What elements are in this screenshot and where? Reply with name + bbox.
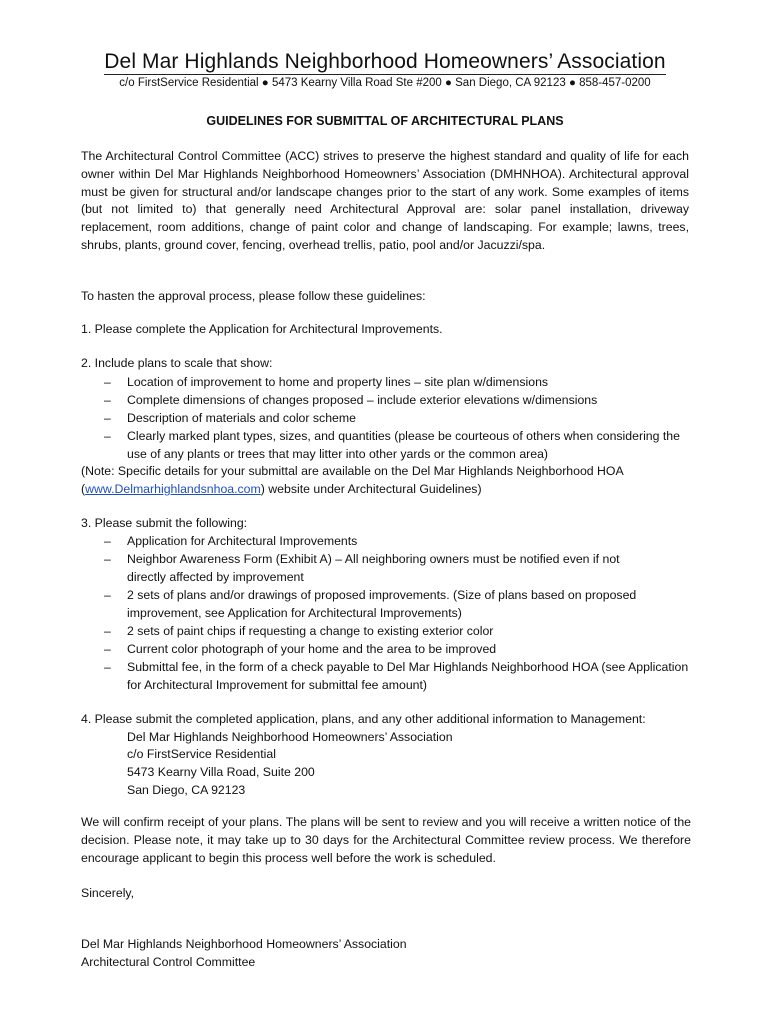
step-4-lead: 4. Please submit the completed application, plans, and any other additional information to Management:	[81, 712, 646, 726]
mgmt-address-line: Del Mar Highlands Neighborhood Homeowners’ Association	[127, 730, 453, 744]
mgmt-address-line: 5473 Kearny Villa Road, Suite 200	[127, 765, 315, 779]
list-item: – Location of improvement to home and property lines – site plan w/dimensions	[104, 375, 549, 389]
list-item: – 2 sets of plans and/or drawings of proposed improvements. (Size of plans based on proposed improvement, see Application for Architectural Improvements)	[104, 588, 637, 620]
document-heading: GUIDELINES FOR SUBMITTAL OF ARCHITECTURAL PLANS	[206, 114, 564, 128]
hasten-text: To hasten the approval process, please follow these guidelines:	[81, 289, 426, 303]
list-item: – Application for Architectural Improvements	[104, 534, 358, 548]
step-3-lead: 3. Please submit the following:	[81, 516, 248, 530]
note-line: (Note: Specific details for your submittal are available on the Del Mar Highlands Neighborhood HOA	[81, 464, 624, 478]
step-1: 1. Please complete the Application for Architectural Improvements.	[81, 322, 443, 336]
intro-paragraph: The Architectural Control Committee (ACC) strives to preserve the highest standard and quality of life for each owner within Del Mar Highlands Neighborhood Homeowners’ Association (DMHNHOA). Architectural approval must be given for structural and/or landscape changes prior to the start of any work. Some examples of items (but not limited to) that generally need Architectural Approval are: solar panel installation, driveway replacement, room additions, change of paint color and change of landscaping. For example; lawns, trees, shrubs, plants, ground cover, fencing, overhead trellis, patio, pool and/or Jacuzzi/spa.	[81, 149, 689, 252]
list-item: – 2 sets of paint chips if requesting a change to existing exterior color	[104, 624, 494, 638]
signature-line-2: Architectural Control Committee	[81, 955, 256, 969]
signoff: Sincerely,	[81, 886, 135, 900]
association-title: Del Mar Highlands Neighborhood Homeowners’ Association	[104, 50, 666, 73]
list-item: – Current color photograph of your home and the area to be improved	[104, 642, 497, 656]
note-line-2: (www.Delmarhighlandsnhoa.com) website under Architectural Guidelines)	[81, 482, 482, 496]
step-2-lead: 2. Include plans to scale that show:	[81, 356, 273, 370]
list-item: – Submittal fee, in the form of a check payable to Del Mar Highlands Neighborhood HOA (see Application for Architectural Improvement for submittal fee amount)	[104, 660, 689, 692]
mgmt-address-line: San Diego, CA 92123	[127, 783, 246, 797]
list-item: – Description of materials and color scheme	[104, 411, 356, 425]
closing-paragraph: We will confirm receipt of your plans. The plans will be sent to review and you will receive a written notice of the decision. Please note, it may take up to 30 days for the Architectural Committee review process. We therefore encourage applicant to begin this process well before the work is scheduled.	[81, 815, 691, 865]
association-address: c/o FirstService Residential ● 5473 Kearny Villa Road Ste #200 ● San Diego, CA 92123 ● 858-457-0200	[119, 77, 651, 89]
list-item: – Neighbor Awareness Form (Exhibit A) – All neighboring owners must be notified even if not directly affected by improvement	[104, 552, 620, 584]
signature-line-1: Del Mar Highlands Neighborhood Homeowners’ Association	[81, 937, 407, 951]
website-link[interactable]: www.Delmarhighlandsnhoa.com	[85, 482, 261, 496]
mgmt-address-line: c/o FirstService Residential	[127, 747, 276, 761]
list-item: – Complete dimensions of changes proposed – include exterior elevations w/dimensions	[104, 393, 598, 407]
list-item: – Clearly marked plant types, sizes, and quantities (please be courteous of others when considering the use of any plants or trees that may litter into other yards or the common area)	[104, 429, 680, 461]
